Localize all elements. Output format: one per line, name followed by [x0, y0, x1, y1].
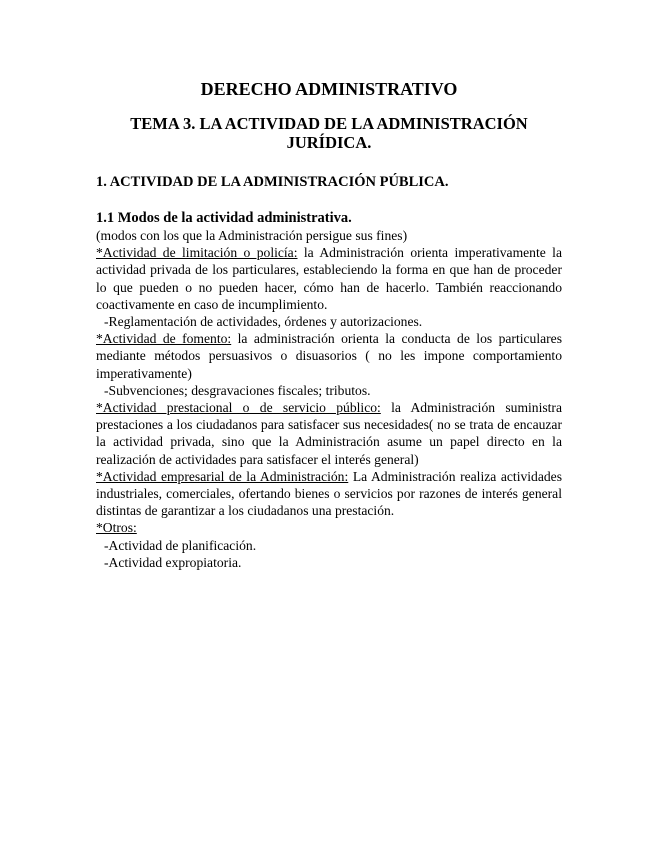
tema-title — [96, 114, 562, 152]
label-prestacional: *Actividad prestacional o de servicio público: — [96, 400, 381, 416]
otros-heading — [96, 519, 562, 536]
paragraph-prestacional — [96, 399, 562, 468]
subsection-heading: 1.1 Modos de la actividad administrativa. — [96, 210, 352, 226]
paragraph-limitacion — [96, 244, 562, 313]
text-empresarial: La Administración realiza actividades industriales, comerciales, ofertando bienes o servicios por razones de interés general distintas de garantizar a los ciudadanos una prestación. — [96, 468, 562, 519]
list-item: -Reglamentación de actividades, órdenes y autorizaciones. — [104, 314, 423, 330]
list-item: -Subvenciones; desgravaciones fiscales; tributos. — [104, 382, 371, 398]
text-fomento: la administración orienta la conducta de los particulares mediante métodos persuasivos o disuasorios ( no les impone comportamiento imperativamente) — [96, 331, 562, 381]
tema-title-line-2: JURÍDICA. — [286, 133, 372, 152]
list-item: -Actividad expropiatoria. — [104, 554, 242, 570]
section-heading: 1. ACTIVIDAD DE LA ADMINISTRACIÓN PÚBLICA. — [96, 174, 449, 190]
paragraph-fomento — [96, 330, 562, 382]
label-fomento: *Actividad de fomento: — [96, 331, 232, 347]
text-limitacion: la Administración orienta imperativamente la actividad privada de los particulares, estableciendo la forma en que han de proceder lo que pueden o no pueden hacer, cómo han de hacerlo. También reaccionando coactivamente en caso de incumplimiento. — [96, 245, 562, 312]
label-otros: *Otros: — [96, 520, 137, 536]
label-empresarial: *Actividad empresarial de la Administración: — [96, 468, 349, 484]
paragraph-empresarial — [96, 468, 562, 520]
label-limitacion: *Actividad de limitación o policía: — [96, 245, 298, 261]
document-title: DERECHO ADMINISTRATIVO — [200, 79, 458, 99]
tema-title-line-1: TEMA 3. LA ACTIVIDAD DE LA ADMINISTRACIÓN — [130, 114, 528, 133]
intro-note: (modos con los que la Administración persigue sus fines) — [96, 228, 408, 243]
list-item: -Actividad de planificación. — [104, 537, 257, 553]
text-prestacional: la Administración suministra prestaciones a los ciudadanos para satisfacer sus necesidades( no se trata de encauzar la actividad privada, sino que la Administración asume un papel directo en la realización de actividades para satisfacer el interés general) — [96, 400, 562, 467]
